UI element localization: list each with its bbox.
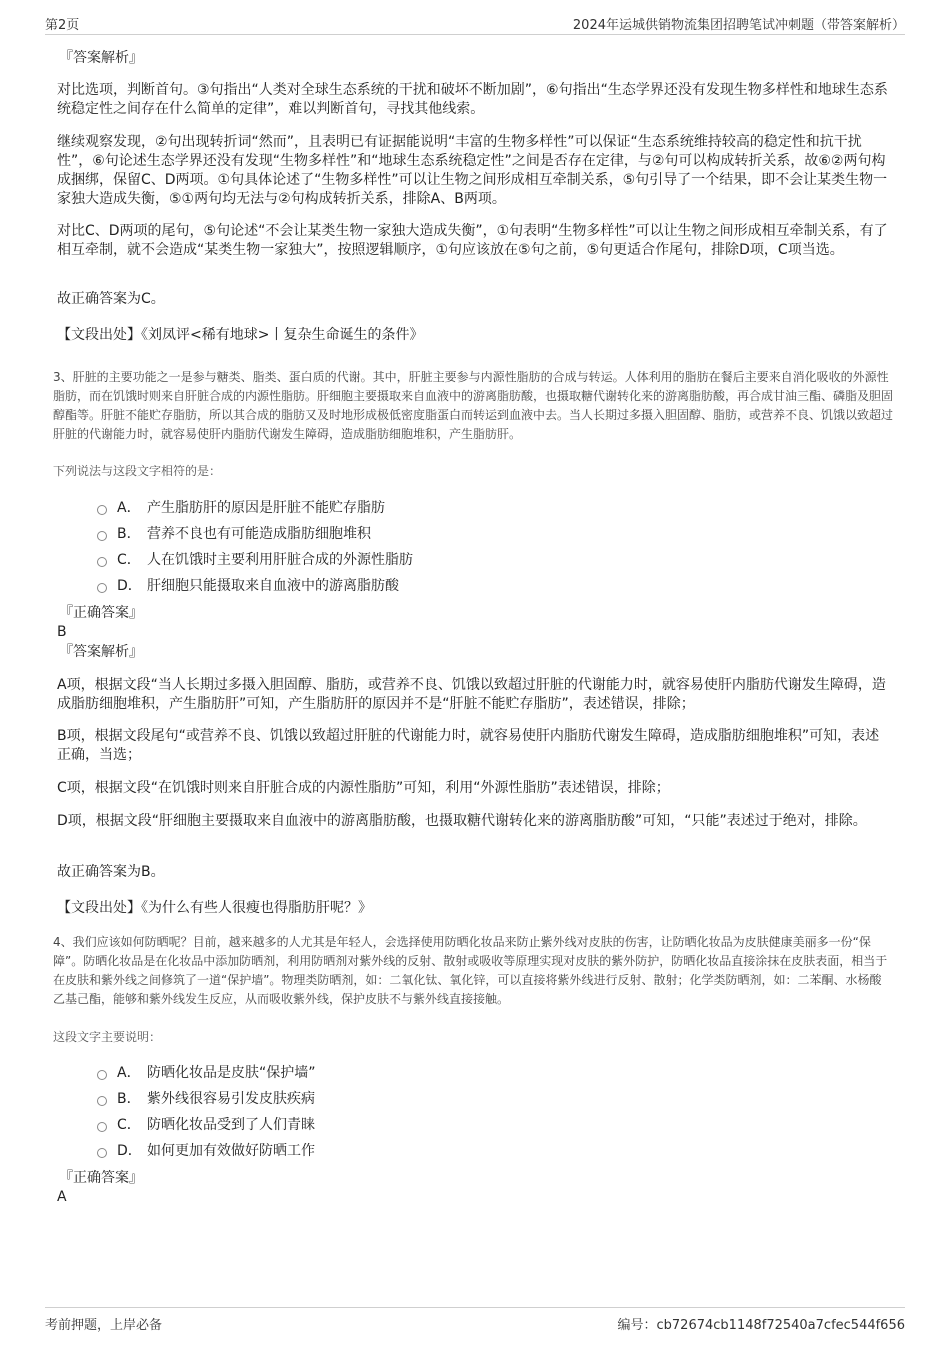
option-text: 产生脂肪肝的原因是肝脏不能贮存脂肪 (147, 500, 385, 516)
analysis-paragraph: D项，根据文段“肝细胞主要摄取来自血液中的游离脂肪酸，也摄取糖代谢转化来的游离脂肪酸”可知，“只能”表述过于绝对，排除。 (57, 813, 867, 829)
document-title: 2024年运城供销物流集团招聘笔试冲刺题（带答案解析） (572, 18, 905, 33)
page-number: 第2页 (45, 18, 80, 33)
option-text: 肝细胞只能摄取来自血液中的游离脂肪酸 (147, 578, 399, 594)
correct-answer-label: 『正确答案』 (59, 1170, 143, 1186)
option-letter: B． (117, 1091, 141, 1107)
page-footer (45, 1307, 905, 1332)
option-text: 营养不良也有可能造成脂肪细胞堆积 (147, 526, 371, 542)
question-prompt: 这段文字主要说明： (53, 1030, 162, 1044)
option-letter: B． (117, 526, 141, 542)
option-a[interactable] (97, 494, 413, 520)
analysis-label: 『答案解析』 (59, 50, 143, 66)
option-letter: A． (117, 500, 141, 516)
radio-icon[interactable] (97, 1070, 107, 1080)
option-text: 紫外线很容易引发皮肤疾病 (147, 1091, 315, 1107)
correct-answer: B (57, 624, 67, 640)
analysis-paragraph: 继续观察发现，②句出现转折词“然而”，且表明已有证据能说明“丰富的生物多样性”可以保证“生态系统维持较高的稳定性和抗干扰性”，⑥句论述生态学界还没有发现“生物多样性”和“地球生态系统稳定性”之间是否存在定律，与②句可以构成转折关系，故⑥②两句构成捆绑，保留C、D两项。①句具体论述了“生物多样性”可以让生物之间形成相互牵制关系，⑤句引导了一个结果，即不会让某类生物一家独大造成失衡，⑤①两句均无法与②句构成转折关系，排除A、B两项。 (57, 134, 888, 207)
option-a[interactable] (97, 1059, 316, 1085)
question-stem: 3、肝脏的主要功能之一是参与糖类、脂类、蛋白质的代谢。其中，肝脏主要参与内源性脂肪的合成与转运。人体利用的脂肪在餐后主要来自消化吸收的外源性脂肪，而在饥饿时则来自肝脏合成的内源性脂肪。肝细胞主要摄取来自血液中的游离脂肪酸，也摄取糖代谢转化来的游离脂肪酸，再合成甘油三酯、磷脂及胆固醇酯等。肝脏不能贮存脂肪，所以其合成的脂肪又及时地形成极低密度脂蛋白而转运到血液中去。当人长期过多摄入胆固醇、脂肪，或营养不良、饥饿以致超过肝脏的代谢能力时，就容易使肝内脂肪代谢发生障碍，造成脂肪细胞堆积，产生脂肪肝。 (53, 370, 894, 441)
option-letter: D． (117, 578, 142, 594)
option-letter: C． (117, 552, 141, 568)
answer-sentence: 故正确答案为C。 (57, 291, 165, 307)
source-citation: 【文段出处】《刘凤评<稀有地球>丨复杂生命诞生的条件》 (57, 327, 424, 343)
option-letter: A． (117, 1065, 141, 1081)
analysis-paragraph: C项，根据文段“在饥饿时则来自肝脏合成的内源性脂肪”可知，利用“外源性脂肪”表述错误，排除； (57, 780, 670, 796)
analysis-paragraph: 对比C、D两项的尾句，⑤句论述“不会让某类生物一家独大造成失衡”，①句表明“生物多样性”可以让生物之间形成相互牵制关系，有了相互牵制，就不会造成“某类生物一家独大”，按照逻辑顺序，①句应该放在⑤句之前，⑤句更适合作尾句，排除D项，C项当选。 (57, 223, 888, 258)
option-text: 如何更加有效做好防晒工作 (147, 1143, 315, 1159)
option-text: 防晒化妆品是皮肤“保护墙” (147, 1065, 316, 1081)
radio-icon[interactable] (97, 1122, 107, 1132)
correct-answer: A (57, 1189, 67, 1205)
radio-icon[interactable] (97, 1148, 107, 1158)
footer-slogan: 考前押题，上岸必备 (45, 1318, 163, 1333)
radio-icon[interactable] (97, 531, 107, 541)
option-b[interactable] (97, 520, 413, 546)
radio-icon[interactable] (97, 1096, 107, 1106)
option-letter: D． (117, 1143, 142, 1159)
question-prompt: 下列说法与这段文字相符的是： (53, 464, 222, 478)
analysis-label: 『答案解析』 (59, 644, 143, 660)
analysis-paragraph: B项，根据文段尾句“或营养不良、饥饿以致超过肝脏的代谢能力时，就容易使肝内脂肪代谢发生障碍，造成脂肪细胞堆积”可知，表述正确，当选； (57, 728, 880, 763)
radio-icon[interactable] (97, 583, 107, 593)
answer-sentence: 故正确答案为B。 (57, 864, 165, 880)
option-text: 防晒化妆品受到了人们青睐 (147, 1117, 315, 1133)
radio-icon[interactable] (97, 505, 107, 515)
source-citation: 【文段出处】《为什么有些人很瘦也得脂肪肝呢？》 (57, 900, 372, 916)
option-letter: C． (117, 1117, 141, 1133)
option-list (97, 1059, 316, 1163)
option-c[interactable] (97, 1111, 316, 1137)
option-c[interactable] (97, 546, 413, 572)
option-b[interactable] (97, 1085, 316, 1111)
option-list (97, 494, 413, 598)
analysis-paragraph: A项，根据文段“当人长期过多摄入胆固醇、脂肪，或营养不良、饥饿以致超过肝脏的代谢能力时，就容易使肝内脂肪代谢发生障碍，造成脂肪细胞堆积，产生脂肪肝”可知，产生脂肪肝的原因并不是“肝脏不能贮存脂肪”，表述错误，排除； (57, 677, 886, 712)
radio-icon[interactable] (97, 557, 107, 567)
option-d[interactable] (97, 572, 413, 598)
correct-answer-label: 『正确答案』 (59, 605, 143, 621)
question-stem: 4、我们应该如何防晒呢？目前，越来越多的人尤其是年轻人，会选择使用防晒化妆品来防止紫外线对皮肤的伤害，让防晒化妆品为皮肤健康美丽多一份“保障”。防晒化妆品是在化妆品中添加防晒剂，利用防晒剂对紫外线的反射、散射或吸收等原理实现对皮肤的紫外防护，防晒化妆品直接涂抹在皮肤表面，相当于在皮肤和紫外线之间修筑了一道“保护墙”。物理类防晒剂，如：二氧化钛、氧化锌，可以直接将紫外线进行反射、散射；化学类防晒剂，如：二苯酮、水杨酸乙基己酯，能够和紫外线发生反应，从而吸收紫外线，保护皮肤不与紫外线直接接触。 (53, 935, 888, 1006)
option-d[interactable] (97, 1137, 316, 1163)
page-header (45, 12, 905, 35)
option-text: 人在饥饿时主要利用肝脏合成的外源性脂肪 (147, 552, 413, 568)
document-serial: 编号：cb72674cb1148f72540a7cfec544f656 (617, 1318, 905, 1333)
analysis-paragraph: 对比选项，判断首句。③句指出“人类对全球生态系统的干扰和破坏不断加剧”，⑥句指出“生态学界还没有发现生物多样性和地球生态系统稳定性之间存在什么简单的定律”，难以判断首句，寻找其他线索。 (57, 82, 888, 117)
